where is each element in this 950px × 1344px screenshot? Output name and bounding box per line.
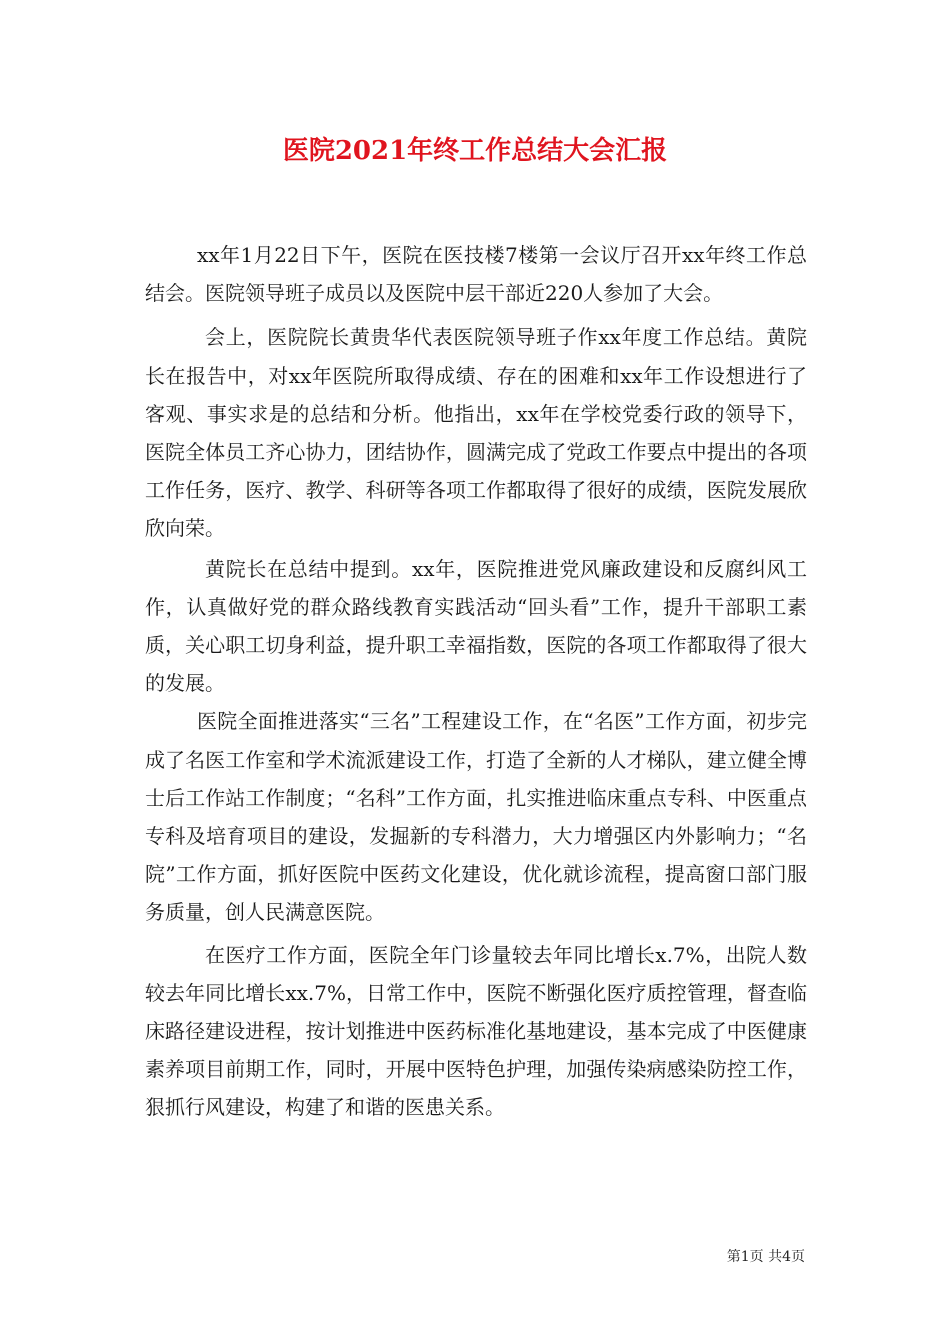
document-body [145,236,807,1127]
paragraph-4: 医院全面推进落实“三名”工程建设工作，在“名医”工作方面，初步完成了名医工作室和学术流派建设工作，打造了全新的人才梯队，建立健全博士后工作站工作制度；“名科”工作方面，扎实推进临床重点专科、中医重点专科及培育项目的建设，发掘新的专科潜力，大力增强区内外影响力；“名院”工作方面，抓好医院中医药文化建设，优化就诊流程，提高窗口部门服务质量，创人民满意医院。 [145,709,807,925]
paragraph-2: 会上，医院院长黄贵华代表医院领导班子作xx年度工作总结。黄院长在报告中，对xx年医院所取得成绩、存在的困难和xx年工作设想进行了客观、事实求是的总结和分析。他指出，xx年在学校党委行政的领导下，医院全体员工齐心协力，团结协作，圆满完成了党政工作要点中提出的各项工作任务，医疗、教学、科研等各项工作都取得了很好的成绩，医院发展欣欣向荣。 [145,325,807,541]
paragraph-5: 在医疗工作方面，医院全年门诊量较去年同比增长x.7%，出院人数较去年同比增长xx.7%，日常工作中，医院不断强化医疗质控管理，督查临床路径建设进程，按计划推进中医药标准化基地建设，基本完成了中医健康素养项目前期工作，同时，开展中医特色护理，加强传染病感染防控工作，狠抓行风建设，构建了和谐的医患关系。 [145,942,807,1120]
paragraph-1: xx年1月22日下午，医院在医技楼7楼第一会议厅召开xx年终工作总结会。医院领导班子成员以及医院中层干部近220人参加了大会。 [145,243,807,306]
page-number-footer: 第1页 共4页 [726,1249,805,1265]
document-title: 医院2021年终工作总结大会汇报 [282,136,668,166]
paragraph-3: 黄院长在总结中提到。xx年，医院推进党风廉政建设和反腐纠风工作，认真做好党的群众路线教育实践活动“回头看”工作，提升干部职工素质，关心职工切身利益，提升职工幸福指数，医院的各项工作都取得了很大的发展。 [145,556,807,696]
